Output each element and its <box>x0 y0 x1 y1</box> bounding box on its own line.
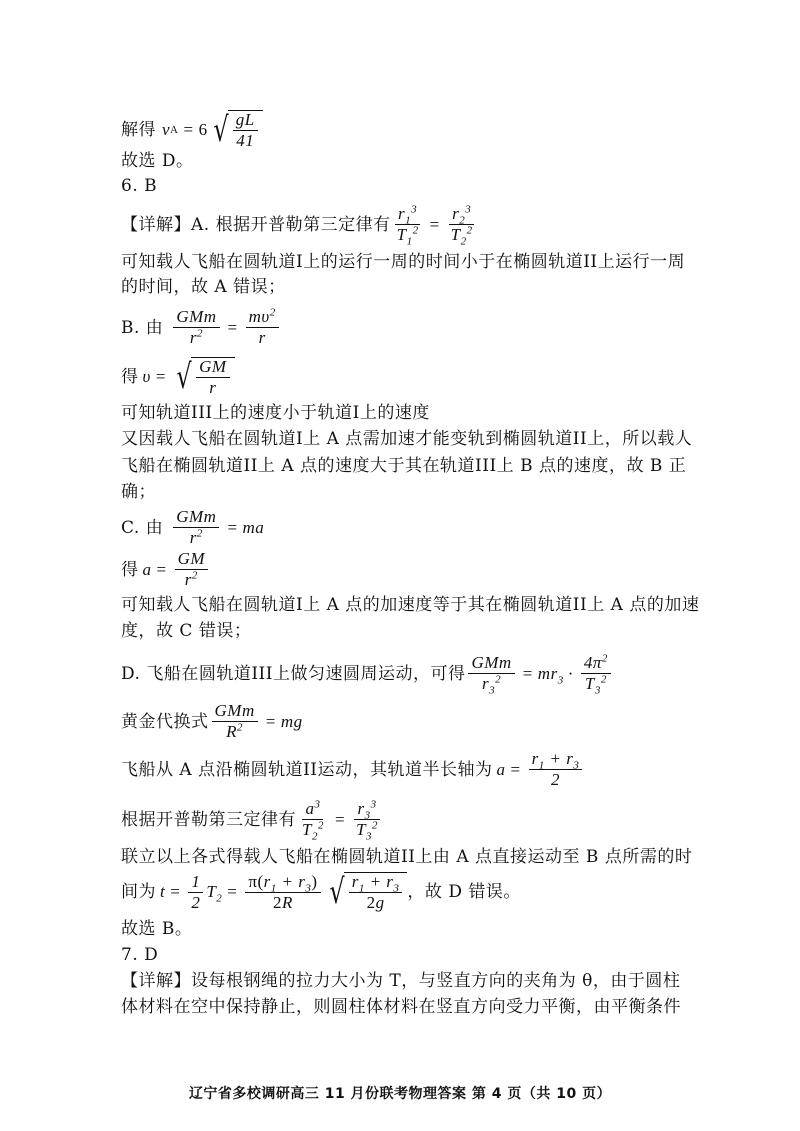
line-speed-compare: 飞船在椭圆轨道II上 A 点的速度大于其在轨道III上 B 点的速度，故 B 正 <box>121 456 687 476</box>
line-q7-detail-1: 【详解】设每根钢绳的拉力大小为 T，与竖直方向的夹角为 θ，由于圆柱 <box>121 971 681 991</box>
line-c-wrong: 度，故 C 错误； <box>121 621 252 641</box>
text-prefix: B. 由 <box>121 317 164 338</box>
text-prefix: 间为 <box>121 882 156 902</box>
line-c-formula: C. 由 $\frac{\text{GMm}}{r^2}$ = ma <box>121 507 265 547</box>
line-accelerate: 又因载人飞船在圆轨道I上 A 点需加速才能变轨到椭圆轨道II上，所以载人 <box>121 429 693 449</box>
line-select-b: 故选 B。 <box>121 919 193 939</box>
line-q6-answer: 6. B <box>121 176 158 196</box>
line-kepler-d: 根据开普勒第三定律有 $\frac{a^3}{T_2^2}$ = $\frac{r_3^3}{T_3^2}$ <box>121 798 379 843</box>
sqrt-formula: √ $\frac{gL}{41}$ <box>210 110 263 150</box>
line-b-correct: 确； <box>121 482 156 502</box>
line-q7-detail-2: 体材料在空中保持静止，则圆柱体材料在竖直方向受力平衡，由平衡条件 <box>121 997 681 1017</box>
line-semi-major: 飞船从 A 点沿椭圆轨道II运动，其轨道半长轴为 a = $\frac{r_1 + r_3}{2}$ <box>121 750 585 789</box>
line-accel-equal: 可知载人飞船在圆轨道I上 A 点的加速度等于其在椭圆轨道II上 A 点的加速 <box>121 595 700 615</box>
line-orbit3-speed: 可知轨道III上的速度小于轨道I上的速度 <box>121 403 430 423</box>
line-period-compare: 可知载人飞船在圆轨道I上的运行一周的时间小于在椭圆轨道II上运行一周 <box>121 252 686 272</box>
line-golden-sub: 黄金代换式 $\frac{\text{GMm}}{R^2}$ = mg <box>121 701 303 741</box>
page-footer: 辽宁省多校调研高三 11 月份联考物理答案 第 4 页（共 10 页） <box>188 1086 612 1102</box>
line-select-d: 故选 D。 <box>121 151 194 171</box>
text-prefix: 飞船从 A 点沿椭圆轨道II运动，其轨道半长轴为 <box>121 759 493 780</box>
text-suffix: ，故 D 错误。 <box>407 882 521 902</box>
text-prefix: 解得 <box>121 120 156 140</box>
line-v-result: 得 υ = √ $\frac{GM}{r}$ <box>121 357 235 397</box>
line-a-wrong: 的时间，故 A 错误； <box>121 277 286 297</box>
line-solve-va: 解得 v A = 6 √ $\frac{gL}{41}$ <box>121 110 263 150</box>
text-prefix: 根据开普勒第三定律有 <box>121 809 296 830</box>
line-q7-answer: 7. D <box>121 945 159 965</box>
text-prefix: 得 <box>121 559 139 580</box>
line-time-result: 间为 t = $\frac{1}{2}$ $T_2$ = $\frac{\pi(r_1 + r_3)}{2R}$ √ $\frac{r_1 + r_3}{2g}$ ，故 D 错误。 <box>121 871 521 912</box>
line-combine: 联立以上各式得载人飞船在椭圆轨道II上由 A 点直接运动至 B 点所需的时 <box>121 847 693 867</box>
text-prefix: 得 <box>121 367 139 387</box>
line-kepler-a: 【详解】A. 根据开普勒第三定律有 $\frac{r_1^3}{T_1^2}$ = $\frac{r_2^3}{T_2^2}$ <box>121 203 473 248</box>
text-prefix: D. 飞船在圆轨道III上做匀速圆周运动，可得 <box>121 663 466 684</box>
text-prefix: 【详解】A. 根据开普勒第三定律有 <box>121 214 391 235</box>
line-b-formula: B. 由 $\frac{\text{GMm}}{r^2}$ = $\frac{m\upsilon^2}{r}$ <box>121 308 282 347</box>
line-a-result: 得 a = $\frac{GM}{r^2}$ <box>121 550 211 589</box>
text-prefix: C. 由 <box>121 517 164 538</box>
line-d-formula: D. 飞船在圆轨道III上做匀速圆周运动，可得 $\frac{\text{GMm}}{r_3^2}$ = $mr_3$ · $\frac{4\pi^2}{T_3^2}$ <box>121 654 614 693</box>
text-prefix: 黄金代换式 <box>121 711 209 732</box>
